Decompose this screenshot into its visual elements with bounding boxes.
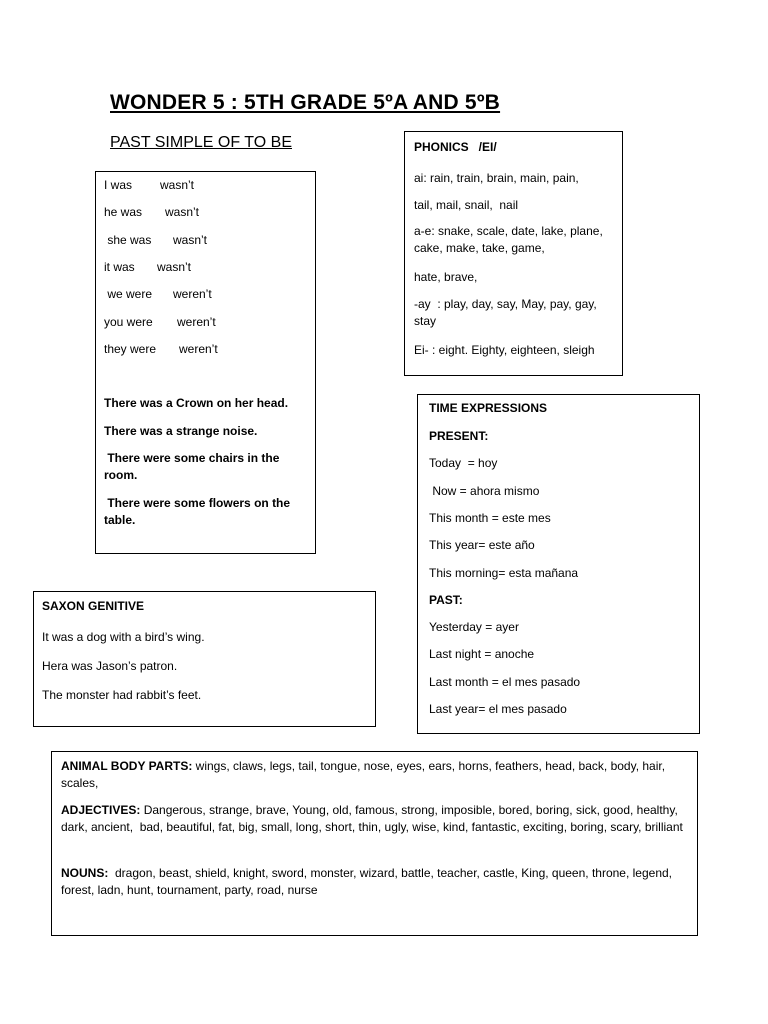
time-expressions-box — [417, 394, 700, 734]
past-label: PAST: — [429, 593, 463, 607]
animal-body-parts: ANIMAL BODY PARTS: wings, claws, legs, tail, tongue, nose, eyes, ears, horns, feathers, head, back, body, hair, scales, — [61, 759, 669, 790]
form-row: it was wasn’t — [104, 260, 192, 274]
nouns: NOUNS: dragon, beast, shield, knight, sword, monster, wizard, battle, teacher, castle, King, queen, throne, legend, forest, ladn, hunt, tournament, party, road, nurse — [61, 866, 676, 897]
phonics-line: Ei- : eight. Eighty, eighteen, sleigh — [414, 343, 595, 357]
time-expression: Last night = anoche — [429, 647, 535, 661]
adjectives: ADJECTIVES: Dangerous, strange, brave, Young, old, famous, strong, imposible, bored, boring, sick, good, healthy, dark, ancient, bad, beautiful, fat, big, small, long, short, thin, ugly, wise, kind, fantastic, exciting, boring, scary, brilliant — [61, 803, 683, 834]
saxon-heading: SAXON GENITIVE — [42, 599, 145, 613]
time-expression: Yesterday = ayer — [429, 620, 519, 634]
saxon-example: Hera was Jason’s patron. — [42, 659, 178, 673]
phonics-line: tail, mail, snail, nail — [414, 198, 519, 212]
present-label: PRESENT: — [429, 429, 489, 443]
phonics-heading: PHONICS /EI/ — [414, 140, 497, 154]
phonics-line: hate, brave, — [414, 270, 478, 284]
form-row: she was wasn’t — [104, 233, 208, 247]
form-row: he was wasn’t — [104, 205, 200, 219]
time-expression: Last month = el mes pasado — [429, 675, 581, 689]
phonics-line: -ay : play, day, say, May, pay, gay, stay — [414, 297, 601, 328]
phonics-box — [404, 131, 623, 376]
section-title-past-simple: PAST SIMPLE OF TO BE — [110, 134, 292, 151]
time-expression: This year= este año — [429, 538, 535, 552]
past-simple-box — [95, 171, 316, 554]
phonics-line: a-e: snake, scale, date, lake, plane, cake, make, take, game, — [414, 224, 603, 255]
saxon-genitive-box — [33, 591, 376, 727]
saxon-example: The monster had rabbit’s feet. — [42, 688, 202, 702]
example-sentence: There were some chairs in the room. — [104, 451, 283, 482]
time-expression: Last year= el mes pasado — [429, 702, 567, 716]
time-expressions-heading: TIME EXPRESSIONS — [429, 401, 548, 415]
saxon-example: It was a dog with a bird’s wing. — [42, 630, 205, 644]
time-expression: This morning= esta mañana — [429, 566, 579, 580]
time-expression: This month = este mes — [429, 511, 551, 525]
time-expression: Now = ahora mismo — [429, 484, 540, 498]
vocabulary-box — [51, 751, 698, 936]
page-title: WONDER 5 : 5TH GRADE 5ºA AND 5ºB — [110, 91, 501, 114]
form-row: I was wasn’t — [104, 178, 195, 192]
phonics-line: ai: rain, train, brain, main, pain, — [414, 171, 579, 185]
form-row: we were weren’t — [104, 287, 212, 301]
form-row: you were weren’t — [104, 315, 216, 329]
time-expression: Today = hoy — [429, 456, 498, 470]
form-row: they were weren’t — [104, 342, 218, 356]
example-sentence: There were some flowers on the table. — [104, 496, 294, 527]
example-sentence: There was a Crown on her head. — [104, 396, 289, 410]
example-sentence: There was a strange noise. — [104, 424, 258, 438]
